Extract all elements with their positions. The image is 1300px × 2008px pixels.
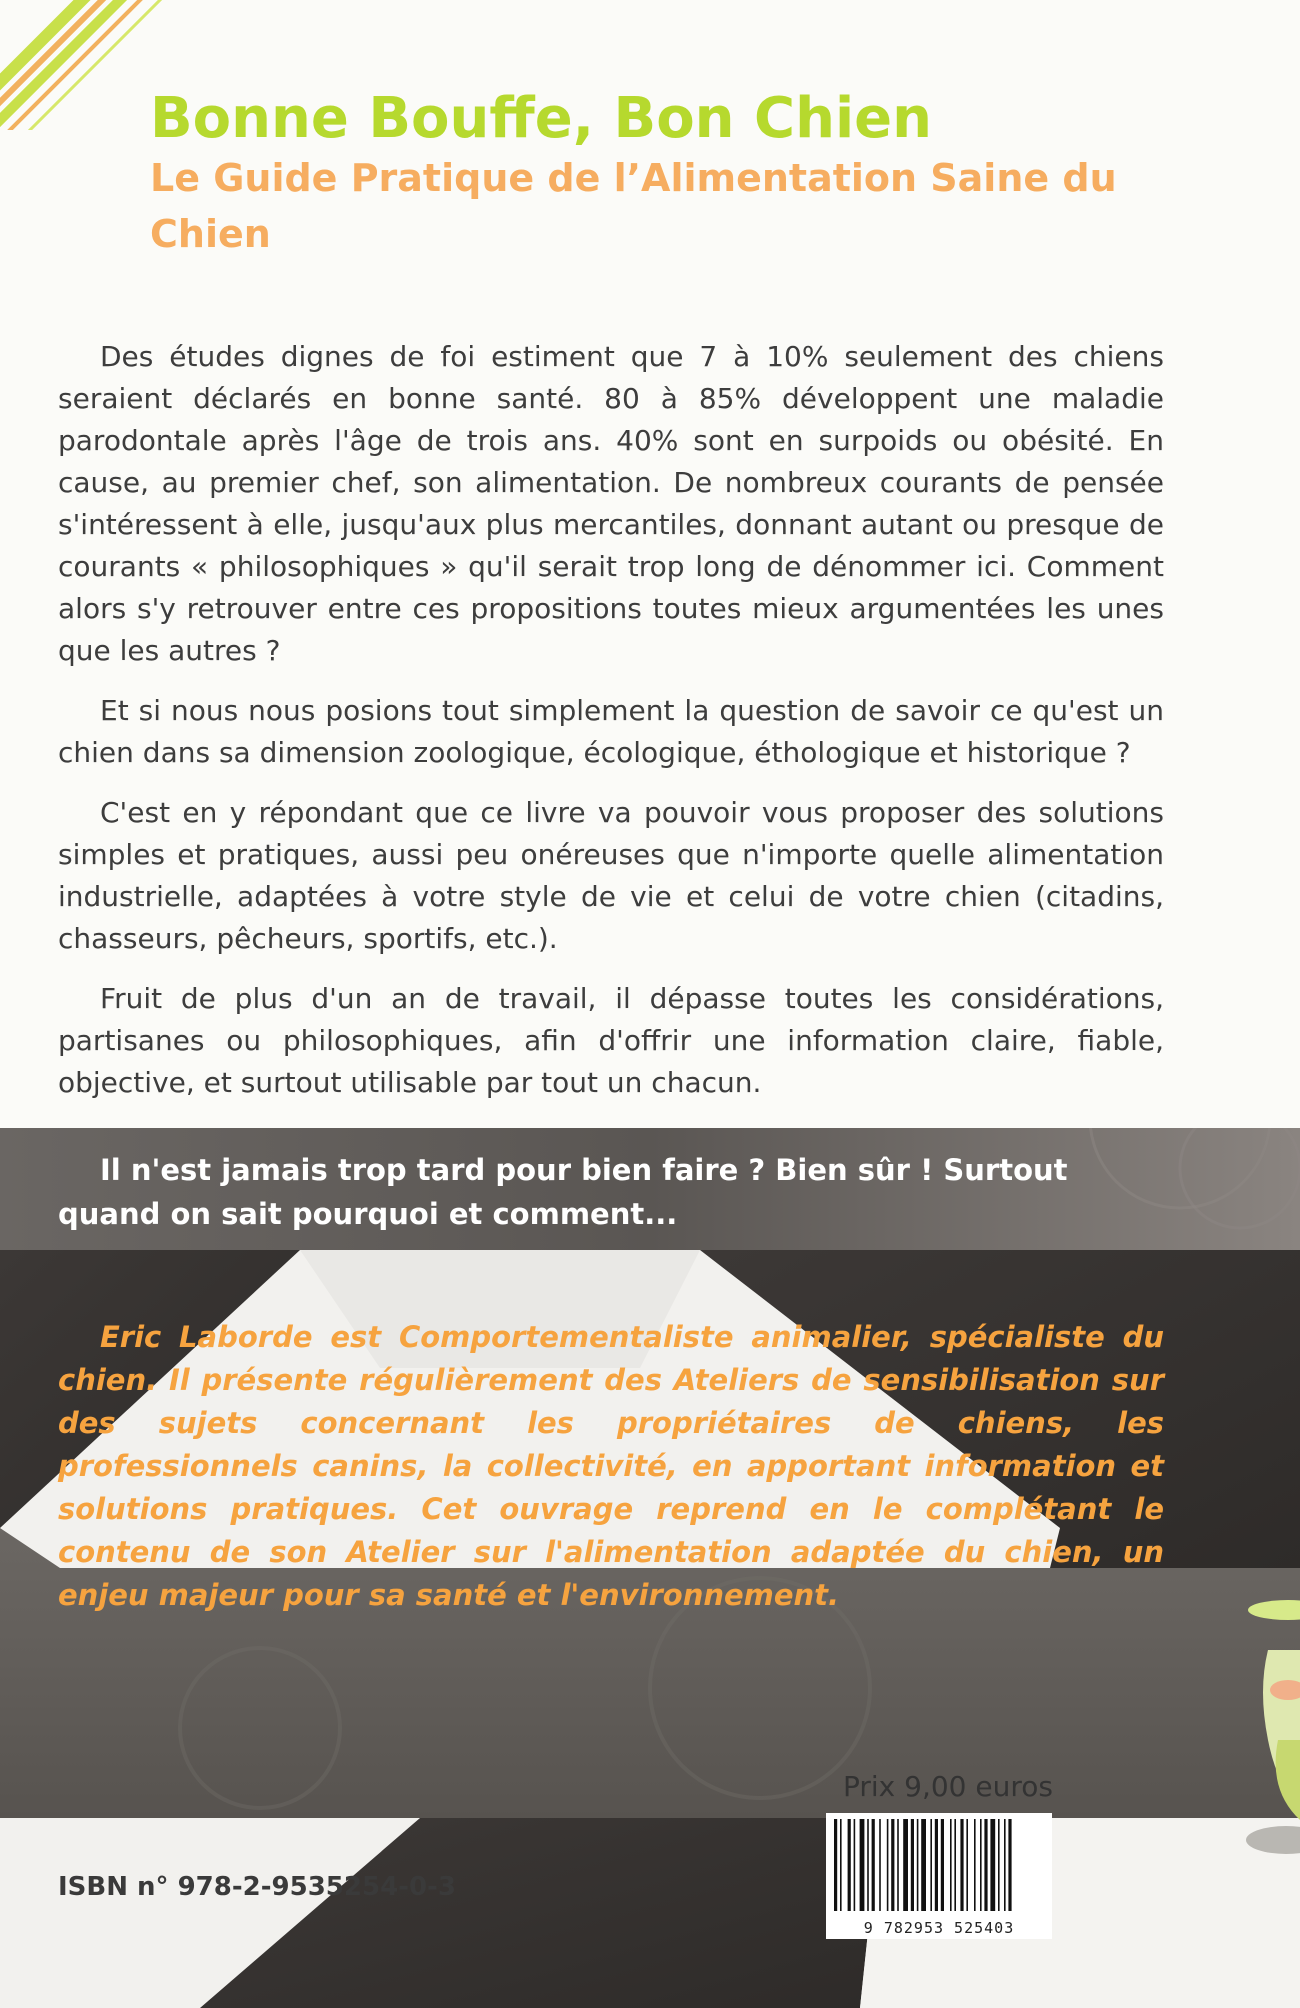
barcode-bar (990, 1819, 995, 1911)
barcode-bar (867, 1819, 869, 1911)
barcode-bar (954, 1819, 956, 1911)
barcode-bar (860, 1819, 865, 1911)
barcode-bar (879, 1819, 881, 1911)
glass-bowl-illustration (1228, 1590, 1300, 1890)
back-cover-blurb (58, 336, 1164, 1122)
barcode-bar (966, 1819, 968, 1911)
barcode-bar (891, 1819, 894, 1911)
isbn-number: ISBN n° 978-2-9535254-0-3 (58, 1872, 456, 1902)
barcode-bar (980, 1819, 982, 1911)
barcode-bar (960, 1819, 963, 1911)
blurb-paragraph-3: C'est en y répondant que ce livre va pouvoir vous proposer des solutions simples et pratiques, aussi peu onéreuses que n'importe quelle alimentation industrielle, adaptées à votre style de vie et celui de votre chien (citadins, chasseurs, pêcheurs, sportifs, etc.). (58, 796, 1164, 955)
barcode-bar (998, 1819, 1000, 1911)
barcode-bar (872, 1819, 875, 1911)
teaser-text: Il n'est jamais trop tard pour bien faire ? Bien sûr ! Surtout quand on sait pourquoi et comment... (58, 1153, 1068, 1231)
barcode-bar (930, 1819, 932, 1911)
barcode (826, 1813, 1052, 1939)
barcode-bar (1004, 1819, 1006, 1911)
barcode-bar (834, 1819, 837, 1911)
barcode-bar (1008, 1819, 1011, 1911)
barcode-bar (950, 1819, 952, 1911)
barcode-bar (941, 1819, 944, 1911)
barcode-bar (917, 1819, 919, 1911)
barcode-bar (897, 1819, 899, 1911)
book-title: Bonne Bouffe, Bon Chien (150, 86, 933, 151)
barcode-bar (921, 1819, 926, 1911)
author-biography: Eric Laborde est Comportementaliste animalier, spécialiste du chien. Il présente régulièrement des Ateliers de sensibilisation sur des sujets concernant les propriétaires de chiens, les professionnels canins, la collectivité, en apportant information et solutions pratiques. Cet ouvrage reprend en le complétant le contenu de son Atelier sur l'alimentation adaptée du chien, un enjeu majeur pour sa santé et l'environnement. (58, 1320, 1164, 1612)
barcode-bar (840, 1819, 842, 1911)
price-label: Prix 9,00 euros (843, 1770, 1053, 1803)
blurb-paragraph-4: Fruit de plus d'un an de travail, il dépasse toutes les considérations, partisanes ou philosophiques, afin d'offrir une information claire, fiable, objective, et surtout utilisable par tout un chacun. (58, 982, 1164, 1099)
blurb-paragraph-1: Des études dignes de foi estiment que 7 à 10% seulement des chiens seraient déclarés en bonne santé. 80 à 85% développent une maladie parodontale après l'âge de trois ans. 40% sont en surpoids ou obésité. En cause, au premier chef, son alimentation. De nombreux courants de pensée s'intéressent à elle, jusqu'aux plus mercantiles, donnant autant ou presque de courants « philosophiques » qu'il serait trop long de dénommer ici. Comment alors s'y retrouver entre ces propositions toutes mieux argumentées les unes que les autres ? (58, 340, 1164, 667)
barcode-bar (911, 1819, 914, 1911)
blurb-paragraph-2: Et si nous nous posions tout simplement la question de savoir ce qu'est un chien dans sa dimension zoologique, écologique, éthologique et historique ? (58, 694, 1164, 769)
barcode-bar (935, 1819, 938, 1911)
barcode-digits: 9 782953 525403 (863, 1919, 1015, 1937)
barcode-bar (887, 1819, 889, 1911)
barcode-bar (848, 1819, 851, 1911)
barcode-bar (854, 1819, 856, 1911)
barcode-bar (984, 1819, 987, 1911)
book-subtitle: Le Guide Pratique de l’Alimentation Saine du Chien (150, 156, 1117, 256)
barcode-bar (974, 1819, 976, 1911)
barcode-bar (903, 1819, 908, 1911)
barcode-bars (826, 1813, 1052, 1917)
